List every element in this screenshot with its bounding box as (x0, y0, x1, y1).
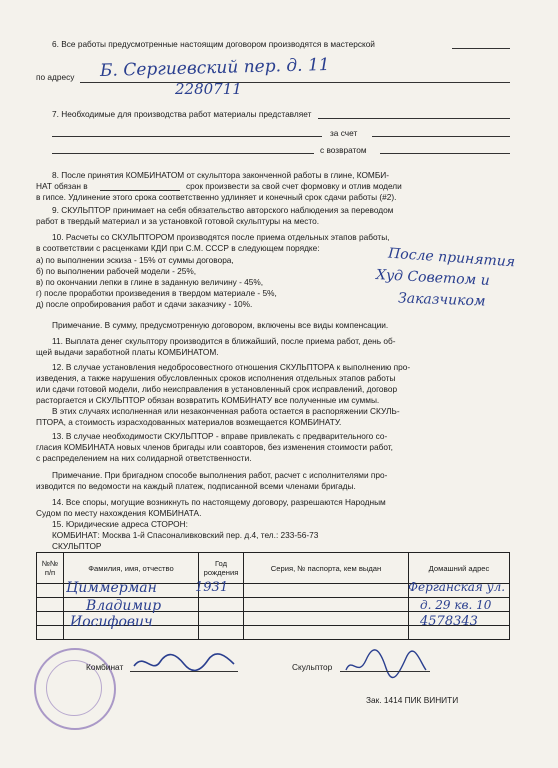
clause-13-line-3: с распределением на них солидарной ответственности. (36, 453, 252, 463)
fill-line (452, 48, 510, 49)
sculptor-signature (340, 648, 430, 682)
clause-13-line-1: 13. В случае необходимости СКУЛЬПТОР - вправе привлекать с предварительного со- (52, 431, 388, 441)
table-cell (199, 612, 244, 626)
clause-8-line-2b: срок произвести за свой счет формовку и отлив модели (186, 181, 402, 191)
payment-item-e: д) после опробирования работ и сдачи заказчику - 10%. (36, 299, 253, 309)
clause-14-line-2: Судом по месту нахождения КОМБИНАТА. (36, 508, 202, 518)
table-cell (244, 584, 409, 598)
table-header-row (37, 553, 510, 584)
clause-15-line-3: СКУЛЬПТОР (52, 541, 102, 551)
fill-line (372, 136, 510, 137)
handwritten-street: Ферганская ул. (408, 580, 506, 594)
handwritten-note-line-3: Заказчиком (397, 290, 486, 310)
fill-line (52, 153, 314, 154)
col-header-number: №№ п/п (37, 553, 64, 584)
note-2-line-1: Примечание. При бригадном способе выполнения работ, расчет с исполнителями про- (52, 470, 388, 480)
handwritten-address: Б. Сергиевский пер. д. 11 (99, 54, 330, 82)
fill-line (52, 136, 322, 137)
signature-line (130, 671, 238, 672)
fill-line (100, 190, 180, 191)
handwritten-note-line-2: Худ Советом и (375, 267, 491, 289)
handwritten-house: д. 29 кв. 10 (420, 598, 492, 612)
clause-12-line-6: ПТОРА, а стоимость израсходованных материалов возмещается КОМБИНАТУ. (36, 417, 342, 427)
col-header-year: Год рождения (199, 553, 244, 584)
handwritten-note-line-1: После принятия (387, 245, 516, 271)
print-order-footer: Зак. 1414 ПИК ВИНИТИ (366, 695, 459, 705)
fill-line (318, 118, 510, 119)
handwritten-birth-year: 1931 (195, 580, 229, 595)
table-cell (37, 612, 64, 626)
clause-8-line-3: в гипсе. Удлинение этого срока соответственно удлиняет и конечный срок сдачи работы (#2). (36, 192, 397, 202)
clause-12-line-3: или сдачи готовой модели, либо неисправления в установленный срок исправлений, договор (36, 384, 398, 394)
clause-6: 6. Все работы предусмотренные настоящим договором производятся в мастерской (52, 39, 375, 49)
clause-11-line-2: щей выдачи заработной платы КОМБИНАТОМ. (36, 347, 219, 357)
payment-item-c: в) по окончании лепки в глине в заданную величину - 45%, (36, 277, 264, 287)
clause-10-line-2: в соответствии с расценками КДИ при С.М. СССР в следующем порядке: (36, 243, 320, 253)
payment-item-a: а) по выполнении эскиза - 15% от суммы договора, (36, 255, 234, 265)
handwritten-surname: Циммерман (66, 580, 157, 596)
table-cell (244, 612, 409, 626)
kombinat-signature-label: Комбинат (86, 662, 124, 672)
clause-10-line-1: 10. Расчеты со СКУЛЬПТОРОМ производятся после приема отдельных этапов работы, (52, 232, 390, 242)
fill-line (80, 82, 510, 83)
note-1: Примечание. В сумму, предусмотренную договором, включены все виды компенсации. (52, 320, 389, 330)
table-cell (37, 584, 64, 598)
on-account-label: за счет (330, 128, 358, 138)
clause-8-line-2a: НАТ обязан в (36, 181, 88, 191)
clause-14-line-1: 14. Все споры, могущие возникнуть по настоящему договору, разрешаются Народным (52, 497, 386, 507)
return-label: с возвратом (320, 145, 367, 155)
clause-12-line-1: 12. В случае установления недобросовестного отношения СКУЛЬПТОРА к выполнению про- (52, 362, 411, 372)
handwritten-phone: 2280711 (175, 80, 242, 98)
fill-line (380, 153, 510, 154)
payment-item-b: б) по выполнении рабочей модели - 25%, (36, 266, 197, 276)
clause-12-line-5: В этих случаях исполненная или незаконченная работа остается в распоряжении СКУЛЬ- (52, 406, 400, 416)
table-cell (37, 626, 64, 640)
official-stamp (34, 648, 116, 730)
handwritten-first-name: Владимир (86, 598, 162, 614)
payment-item-d: г) после проработки произведения в твердом материале - 5%, (36, 288, 277, 298)
table-cell (244, 626, 409, 640)
col-header-passport: Серия, № паспорта, кем выдан (244, 553, 409, 584)
clause-9-line-1: 9. СКУЛЬПТОР принимает на себя обязательство авторского наблюдения за переводом (52, 205, 394, 215)
clause-12-line-2: изведения, а также нарушения обусловленных сроков исполнения отдельных этапов работы (36, 373, 396, 383)
clause-15-line-2: КОМБИНАТ: Москва 1-й Спасоналивковский пер. д.4, тел.: 233-56-73 (52, 530, 319, 540)
handwritten-patronymic: Иосифович (70, 614, 153, 630)
kombinat-signature (130, 648, 240, 678)
clause-8-line-1: 8. После принятия КОМБИНАТОМ от скульптора законченной работы в глине, КОМБИ- (52, 170, 389, 180)
table-cell (199, 598, 244, 612)
col-header-name: Фамилия, имя, отчество (64, 553, 199, 584)
col-header-address: Домашний адрес (409, 553, 510, 584)
sculptor-signature-label: Скульптор (292, 662, 333, 672)
clause-7: 7. Необходимые для производства работ материалы представляет (52, 109, 312, 119)
clause-15-line-1: 15. Юридические адреса СТОРОН: (52, 519, 188, 529)
clause-12-line-4: расторгается и СКУЛЬПТОР обязан возвратить КОМБИНАТУ все полученные им суммы. (36, 395, 380, 405)
handwritten-phone-number: 4578343 (420, 614, 478, 629)
table-cell (199, 626, 244, 640)
clause-11-line-1: 11. Выплата денег скульптору производится в ближайший, после приема работ, день об- (52, 336, 396, 346)
clause-13-line-2: гласия КОМБИНАТА новых членов бригады или соавторов, без изменения стоимости работ, (36, 442, 393, 452)
signature-line (340, 671, 430, 672)
table-cell (37, 598, 64, 612)
address-label: по адресу (36, 72, 75, 82)
table-cell (244, 598, 409, 612)
note-2-line-2: изводится по ведомости на каждый платеж, подписанной всеми членами бригады. (36, 481, 356, 491)
clause-9-line-2: работ в твердый материал и за установкой готовой скульптуры на место. (36, 216, 320, 226)
